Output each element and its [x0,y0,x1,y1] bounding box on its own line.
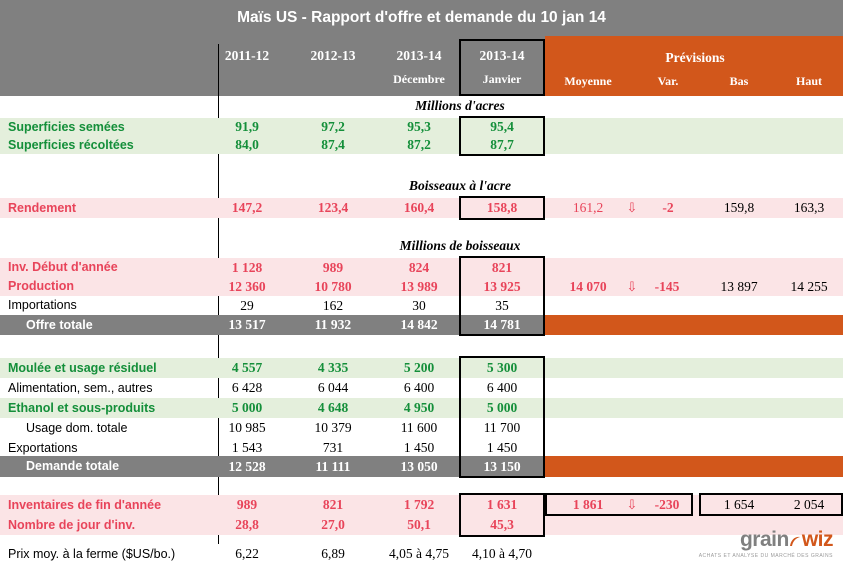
row-label-nombre-jour-inv: Nombre de jour d'inv. [8,518,136,532]
cell-value: 821 [491,260,513,275]
header-forecast-group: Prévisions [665,50,725,65]
cell-forecast-low: 13 897 [720,279,758,294]
cell-forecast-low: 159,8 [723,200,755,215]
january-box-demande [459,356,545,478]
table-row [0,136,843,154]
row-label-importations: Importations [8,298,77,312]
cell-value: 1 543 [231,440,263,455]
cell-forecast-high: 163,3 [793,200,825,215]
cell-value: 4 557 [231,360,263,375]
cell-value: 158,8 [486,200,518,215]
cell-value: 6,89 [321,546,345,561]
january-box-inventaires [459,493,545,537]
cell-value: 821 [322,497,344,512]
row-label-inventaires-fin: Inventaires de fin d'année [8,498,162,512]
row-label-moulee: Moulée et usage résiduel [8,361,157,375]
table-row [0,118,843,136]
table-row [0,438,843,458]
cell-value: 30 [412,298,426,313]
cell-value: 87,7 [490,137,514,152]
cell-value: 1 792 [403,497,435,512]
page-title: Maïs US - Rapport d'offre et demande du 10 jan 14 [0,0,843,36]
cell-forecast-mean: 14 070 [569,279,607,294]
cell-value: 91,9 [235,119,259,134]
cell-value: 50,1 [407,517,431,532]
logo-text-wiz: wiz [801,528,833,551]
cell-value: 13 925 [483,279,521,294]
cell-value: 4,10 à 4,70 [472,546,532,561]
cell-value: 28,8 [235,517,259,532]
cell-value: 11 932 [314,317,352,332]
forecast-box-inventaires [545,493,693,516]
header-col-dec-sub: Décembre [393,72,445,86]
row-label-inv-debut: Inv. Début d'année [8,260,118,274]
cell-value: 35 [495,298,509,313]
cell-value: 10 780 [314,279,352,294]
arrow-down-icon: ⇩ [626,200,638,215]
cell-value: 160,4 [403,200,435,215]
cell-forecast-mean: 161,2 [572,200,604,215]
unit-million-bushels: Millions de boisseaux [399,238,521,253]
header-forecast-haut: Haut [795,74,822,88]
arrow-down-icon: ⇩ [626,497,638,512]
cell-value: 5 000 [486,400,518,415]
cell-value: 1 450 [403,440,435,455]
header-col-2011-12: 2011-12 [224,48,270,63]
cell-value: 989 [322,260,344,275]
january-box-rendement [459,196,545,220]
logo [683,528,833,570]
table-row [0,418,843,438]
header-forecast-bas: Bas [729,74,749,88]
cell-value: 6 428 [231,380,263,395]
header-col-2012-13: 2012-13 [310,48,356,63]
cell-value: 14 781 [483,317,521,332]
cell-value: 13 050 [400,459,438,474]
cell-value: 14 842 [400,317,438,332]
header-col-2013-14-jan: 2013-14 [479,48,525,63]
cell-value: 84,0 [235,137,259,152]
cell-value: 10 985 [228,420,266,435]
row-label-rendement: Rendement [8,201,77,215]
row-label-exportations: Exportations [8,441,78,455]
cell-value: 1 128 [231,260,263,275]
cell-forecast-low: 1 654 [723,497,755,512]
row-label-usage-dom-totale: Usage dom. totale [26,421,128,435]
cell-value: 11 111 [315,459,351,474]
cell-value: 11 600 [400,420,438,435]
row-label-prix-moyen: Prix moy. à la ferme ($US/bo.) [8,547,176,561]
cell-value: 11 700 [483,420,521,435]
cell-value: 13 150 [483,459,521,474]
january-box-offre [459,256,545,336]
row-label-production: Production [8,279,74,293]
cell-value: 45,3 [490,517,514,532]
cell-value: 824 [408,260,430,275]
table-row-forecast-outer [0,198,843,218]
cell-value: 123,4 [317,200,349,215]
cell-value: 5 200 [403,360,435,375]
header-col-jan-sub: Janvier [482,72,522,86]
cell-forecast-var: -2 [662,200,674,215]
cell-value: 29 [240,298,254,313]
cell-forecast-var: -230 [654,497,680,512]
cell-value: 10 379 [314,420,352,435]
forecast-range-box-inventaires [699,493,843,516]
cell-value: 5 300 [486,360,518,375]
cell-value: 4 950 [403,400,435,415]
january-box-surfaces [459,116,545,156]
table-row [0,258,843,277]
row-label-ethanol: Ethanol et sous-produits [8,401,156,415]
cell-value: 97,2 [321,119,345,134]
cell-value: 731 [322,440,344,455]
table-row [0,296,843,315]
cell-value: 4 648 [317,400,349,415]
cell-forecast-mean: 1 861 [572,497,604,512]
cell-value: 6,22 [235,546,259,561]
cell-value: 147,2 [231,200,263,215]
cell-value: 95,4 [490,119,514,134]
cell-value: 95,3 [407,119,431,134]
row-label-alimentation: Alimentation, sem., autres [8,381,153,395]
demande-totale-orange-fill [545,456,843,477]
cell-forecast-high: 14 255 [790,279,828,294]
unit-bushels-per-acre: Boisseaux à l'acre [408,178,511,193]
cell-value: 12 528 [228,459,266,474]
cell-value: 6 400 [403,380,435,395]
cell-value: 989 [236,497,258,512]
cell-value: 87,4 [321,137,345,152]
cell-value: 5 000 [231,400,263,415]
cell-forecast-high: 2 054 [793,497,825,512]
cell-value: 4 335 [317,360,349,375]
cell-value: 12 360 [228,279,266,294]
logo-tagline: ACHATS ET ANALYSE DU MARCHÉ DES GRAINS [698,553,833,559]
logo-text-grain: grain [739,528,789,551]
row-label-offre-totale: Offre totale [26,318,93,332]
cell-value: 6 400 [486,380,518,395]
cell-value: 4,05 à 4,75 [389,546,449,561]
cell-value: 27,0 [321,517,345,532]
swirl-icon [789,530,802,543]
cell-value: 1 631 [486,497,518,512]
row-label-superficies-semees: Superficies semées [8,120,125,134]
arrow-down-icon: ⇩ [626,279,638,294]
header-forecast-var: Var. [657,74,679,88]
cell-value: 87,2 [407,137,431,152]
cell-value: 13 517 [228,317,266,332]
header-col-2013-14-dec: 2013-14 [396,48,442,63]
table-row [0,358,843,378]
cell-value: 6 044 [317,380,349,395]
row-label-superficies-recoltees: Superficies récoltées [8,138,134,152]
table-row [0,378,843,398]
unit-acres: Millions d'acres [415,98,505,113]
row-label-demande-totale: Demande totale [26,459,120,473]
cell-value: 162 [322,298,344,313]
table-row-forecast-outer [0,277,843,296]
offre-totale-orange-fill [545,315,843,335]
table-row [0,398,843,418]
cell-value: 1 450 [486,440,518,455]
cell-forecast-var: -145 [654,279,680,294]
logo-wordmark [683,528,833,552]
header-forecast-moyenne: Moyenne [564,74,612,88]
cell-value: 13 989 [400,279,438,294]
